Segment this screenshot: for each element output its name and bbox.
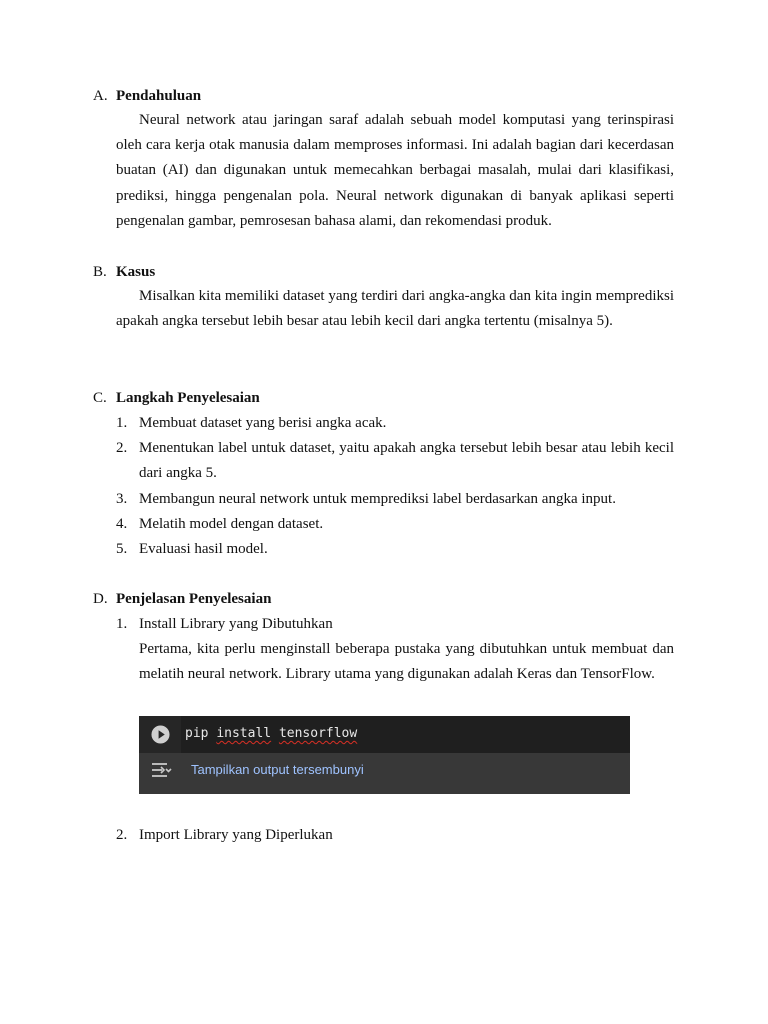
list-item-text: Melatih model dengan dataset. <box>139 515 324 532</box>
subsection-title: Import Library yang Diperlukan <box>139 827 333 843</box>
section-a-letter: A. <box>93 88 108 104</box>
section-d-title: Penjelasan Penyelesaian <box>116 591 272 607</box>
section-b-body: Misalkan kita memiliki dataset yang terdiri dari angka-angka dan kita ingin memprediksi apakah angka tersebut lebih besar atau lebih kecil dari angka tertentu (misalnya 5). <box>116 288 674 330</box>
code-line[interactable] <box>185 725 357 743</box>
subsection-1-body: Pertama, kita perlu menginstall beberapa pustaka yang dibutuhkan untuk membuat dan melatih neural network. Library utama yang digunakan adalah Keras dan TensorFlow. <box>139 641 674 683</box>
list-item <box>116 436 674 486</box>
list-item <box>116 411 674 436</box>
section-b-title: Kasus <box>116 264 156 280</box>
code-cell[interactable] <box>139 716 630 794</box>
list-item-number: 5. <box>116 541 128 558</box>
code-token-pip: pip <box>185 726 209 741</box>
list-item-number: 2. <box>116 440 128 457</box>
section-a-body: Neural network atau jaringan saraf adalah sebuah model komputasi yang terinspirasi oleh cara kerja otak manusia dalam memproses informasi. Ini adalah bagian dari kecerdasan buatan (AI) dan digunakan untuk memecahkan berbagai masalah, mulai dari klasifikasi, prediksi, hingga pengenalan pola. Neural network digunakan di banyak aplikasi seperti pengenalan gambar, pemrosesan bahasa alami, dan rekomendasi produk. <box>116 112 674 229</box>
section-b-letter: B. <box>93 264 107 280</box>
code-cell-gutter <box>139 716 181 753</box>
list-item <box>116 537 674 562</box>
list-item-text: Membangun neural network untuk memprediksi label berdasarkan angka input. <box>139 490 616 507</box>
list-item-text: Evaluasi hasil model. <box>139 541 268 558</box>
show-hidden-output-link[interactable]: Tampilkan output tersembunyi <box>191 762 364 777</box>
list-item-number: 1. <box>116 415 128 431</box>
subsection-title: Install Library yang Dibutuhkan <box>139 616 333 632</box>
steps-list <box>116 411 674 562</box>
list-item-number: 3. <box>116 490 128 507</box>
section-a-title: Pendahuluan <box>116 88 202 104</box>
subsection-number: 1. <box>116 616 128 632</box>
section-c-letter: C. <box>93 390 107 406</box>
code-token-install: install <box>216 726 272 741</box>
output-toggle-icon[interactable] <box>150 761 172 779</box>
code-cell-editor[interactable] <box>139 716 630 753</box>
list-item <box>116 487 674 512</box>
play-circle-icon[interactable] <box>151 725 170 744</box>
list-item <box>116 512 674 537</box>
code-token-package: tensorflow <box>278 726 358 741</box>
list-item-text: Membuat dataset yang berisi angka acak. <box>139 415 387 431</box>
section-c-title: Langkah Penyelesaian <box>116 390 260 406</box>
subsection-number: 2. <box>116 827 128 843</box>
list-item-text: Menentukan label untuk dataset, yaitu apakah angka tersebut lebih besar atau lebih kecil dari angka 5. <box>139 440 674 482</box>
list-item-number: 4. <box>116 515 128 532</box>
section-d-letter: D. <box>93 591 108 607</box>
